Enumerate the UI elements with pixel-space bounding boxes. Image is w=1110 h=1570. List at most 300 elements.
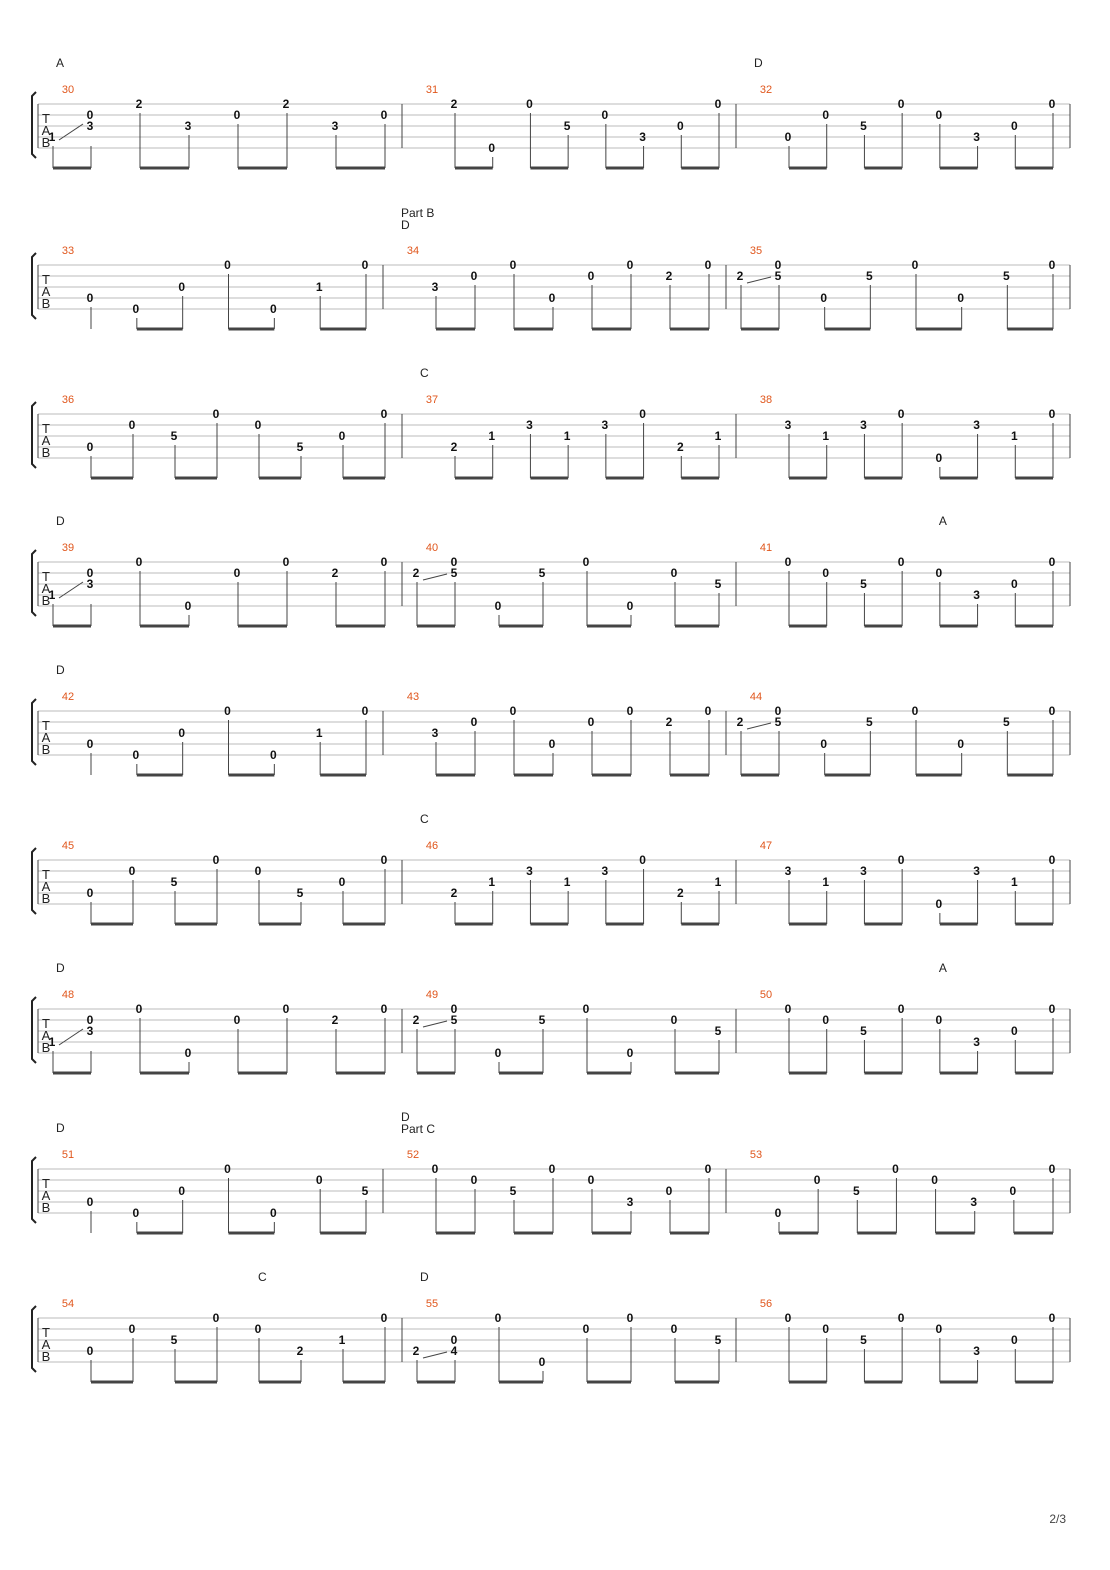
- fret-number: 0: [269, 302, 277, 316]
- fret-number: 0: [380, 853, 388, 867]
- fret-number: 2: [450, 440, 458, 454]
- measure-number: 55: [425, 1298, 439, 1310]
- fret-number: 0: [626, 704, 634, 718]
- fret-number: 1: [48, 588, 56, 602]
- tab-clef-letter: T: [42, 421, 50, 436]
- section-label: Part C: [401, 1122, 436, 1136]
- system-bracket: [32, 848, 36, 914]
- measure-number: 50: [759, 989, 773, 1001]
- measure-number: 51: [61, 1149, 75, 1161]
- measure-number: 45: [61, 840, 75, 852]
- fret-number: 0: [704, 258, 712, 272]
- fret-number: 0: [935, 1322, 943, 1336]
- fret-number: 0: [897, 853, 905, 867]
- tab-clef-letter: B: [41, 445, 51, 460]
- fret-number: 1: [822, 429, 830, 443]
- fret-number: 0: [431, 1162, 439, 1176]
- chord-label: D: [56, 514, 65, 528]
- tab-clef-letter: B: [41, 1200, 51, 1215]
- fret-number: 2: [412, 1344, 420, 1358]
- fret-number: 5: [865, 715, 873, 729]
- fret-number: 0: [548, 737, 556, 751]
- fret-number: 0: [582, 555, 590, 569]
- measure-number: 49: [425, 989, 439, 1001]
- tab-clef-letter: T: [42, 111, 50, 126]
- tab-clef-letter: B: [41, 135, 51, 150]
- tab-clef-letter: A: [41, 581, 51, 596]
- fret-number: 0: [822, 108, 830, 122]
- fret-number: 3: [973, 418, 980, 432]
- fret-number: 0: [1048, 258, 1056, 272]
- fret-number: 0: [784, 1311, 792, 1325]
- fret-number: 0: [233, 1013, 241, 1027]
- fret-number: 1: [563, 429, 571, 443]
- fret-number: 0: [315, 1173, 323, 1187]
- tab-clef-letter: A: [41, 433, 51, 448]
- fret-number: 2: [665, 269, 673, 283]
- tab-clef-letter: B: [41, 891, 51, 906]
- fret-number: 0: [774, 258, 782, 272]
- fret-number: 0: [1048, 555, 1056, 569]
- chord-label: C: [258, 1270, 267, 1284]
- fret-number: 5: [361, 1184, 369, 1198]
- fret-number: 0: [224, 1162, 231, 1176]
- fret-number: 0: [86, 1013, 94, 1027]
- fret-number: 5: [860, 119, 867, 133]
- fret-number: 3: [431, 726, 439, 740]
- fret-number: 0: [1048, 704, 1056, 718]
- fret-number: 0: [1048, 97, 1056, 111]
- fret-number: 2: [676, 440, 684, 454]
- fret-number: 0: [626, 258, 634, 272]
- fret-number: 5: [450, 566, 458, 580]
- tab-clef-letter: A: [41, 1337, 51, 1352]
- fret-number: 0: [178, 1184, 186, 1198]
- fret-number: 0: [494, 1046, 502, 1060]
- fret-number: 0: [1010, 119, 1018, 133]
- fret-number: 0: [1010, 577, 1018, 591]
- fret-number: 0: [509, 258, 517, 272]
- fret-number: 0: [1048, 853, 1056, 867]
- fret-number: 0: [184, 1046, 192, 1060]
- system-bracket: [32, 402, 36, 468]
- fret-number: 0: [128, 1322, 136, 1336]
- tab-clef-letter: A: [41, 123, 51, 138]
- system-bracket: [32, 1157, 36, 1223]
- fret-number: 0: [935, 108, 943, 122]
- fret-number: 0: [911, 704, 919, 718]
- measure-number: 46: [425, 840, 439, 852]
- chord-label: D: [401, 1110, 410, 1124]
- fret-number: 0: [128, 418, 136, 432]
- fret-number: 0: [813, 1173, 821, 1187]
- fret-number: 0: [494, 1311, 502, 1325]
- fret-number: 0: [254, 1322, 262, 1336]
- fret-number: 0: [538, 1355, 546, 1369]
- fret-number: 0: [282, 555, 290, 569]
- fret-number: 2: [412, 1013, 420, 1027]
- fret-number: 3: [973, 1035, 980, 1049]
- fret-number: 0: [135, 1002, 143, 1016]
- fret-number: 0: [254, 418, 262, 432]
- fret-number: 0: [380, 108, 388, 122]
- tab-clef-letter: T: [42, 1016, 50, 1031]
- fret-number: 0: [784, 1002, 792, 1016]
- system-bracket: [32, 997, 36, 1063]
- fret-number: 1: [1010, 875, 1018, 889]
- fret-number: 0: [774, 704, 782, 718]
- fret-number: 1: [48, 130, 56, 144]
- fret-number: 0: [233, 108, 241, 122]
- fret-number: 0: [548, 291, 556, 305]
- fret-number: 0: [935, 897, 943, 911]
- fret-number: 0: [488, 141, 496, 155]
- fret-number: 0: [822, 566, 830, 580]
- fret-number: 0: [1048, 1311, 1056, 1325]
- fret-number: 4: [450, 1344, 458, 1358]
- fret-number: 0: [587, 1173, 595, 1187]
- slide-line: [423, 1352, 447, 1358]
- measure-number: 44: [749, 691, 763, 703]
- fret-number: 2: [665, 715, 673, 729]
- system-bracket: [32, 253, 36, 319]
- fret-number: 3: [860, 864, 867, 878]
- tab-clef-letter: T: [42, 1176, 50, 1191]
- fret-number: 0: [1010, 1333, 1018, 1347]
- fret-number: 0: [212, 853, 220, 867]
- fret-number: 0: [380, 1311, 388, 1325]
- fret-number: 0: [665, 1184, 673, 1198]
- measure-number: 35: [749, 245, 763, 257]
- fret-number: 5: [538, 566, 546, 580]
- fret-number: 0: [450, 555, 458, 569]
- measure-number: 30: [61, 84, 75, 96]
- fret-number: 0: [269, 748, 277, 762]
- tab-clef-letter: T: [42, 569, 50, 584]
- tab-clef-letter: A: [41, 1028, 51, 1043]
- fret-number: 1: [315, 726, 323, 740]
- fret-number: 0: [212, 407, 220, 421]
- fret-number: 3: [431, 280, 439, 294]
- fret-number: 5: [450, 1013, 458, 1027]
- fret-number: 0: [548, 1162, 556, 1176]
- fret-number: 0: [86, 566, 94, 580]
- fret-number: 5: [170, 429, 178, 443]
- chord-label: D: [56, 1121, 65, 1135]
- measure-number: 42: [61, 691, 75, 703]
- fret-number: 0: [935, 451, 943, 465]
- fret-number: 0: [820, 737, 828, 751]
- fret-number: 3: [639, 130, 646, 144]
- fret-number: 0: [897, 1311, 905, 1325]
- fret-number: 0: [704, 704, 712, 718]
- fret-number: 2: [736, 715, 744, 729]
- fret-number: 0: [957, 737, 965, 751]
- tab-clef-letter: T: [42, 1325, 50, 1340]
- fret-number: 0: [526, 97, 533, 111]
- fret-number: 5: [860, 577, 867, 591]
- fret-number: 1: [714, 875, 722, 889]
- fret-number: 0: [935, 566, 943, 580]
- fret-number: 1: [338, 1333, 346, 1347]
- chord-label: C: [420, 812, 429, 826]
- fret-number: 0: [86, 886, 94, 900]
- fret-number: 0: [509, 704, 517, 718]
- fret-number: 0: [820, 291, 828, 305]
- fret-number: 0: [670, 1322, 678, 1336]
- fret-number: 5: [1002, 715, 1010, 729]
- fret-number: 0: [380, 555, 388, 569]
- fret-number: 0: [784, 130, 792, 144]
- fret-number: 0: [233, 566, 241, 580]
- fret-number: 0: [282, 1002, 290, 1016]
- chord-label: A: [938, 961, 947, 975]
- fret-number: 0: [470, 715, 478, 729]
- fret-number: 0: [132, 302, 140, 316]
- fret-number: 3: [784, 864, 792, 878]
- fret-number: 3: [86, 1024, 94, 1038]
- fret-number: 0: [361, 258, 369, 272]
- fret-number: 0: [212, 1311, 220, 1325]
- slide-line: [423, 574, 447, 580]
- measure-number: 37: [425, 394, 439, 406]
- fret-number: 2: [282, 97, 290, 111]
- tab-clef-letter: B: [41, 742, 51, 757]
- fret-number: 0: [897, 97, 905, 111]
- fret-number: 3: [860, 418, 867, 432]
- fret-number: 0: [774, 1206, 782, 1220]
- fret-number: 0: [380, 407, 388, 421]
- measure-number: 31: [425, 84, 439, 96]
- tab-clef-letter: T: [42, 272, 50, 287]
- fret-number: 5: [538, 1013, 546, 1027]
- system-bracket: [32, 92, 36, 158]
- fret-number: 0: [132, 748, 140, 762]
- fret-number: 0: [639, 853, 646, 867]
- chord-label: D: [56, 961, 65, 975]
- fret-number: 0: [1048, 1162, 1056, 1176]
- fret-number: 2: [676, 886, 684, 900]
- tab-clef-letter: B: [41, 593, 51, 608]
- fret-number: 0: [911, 258, 919, 272]
- fret-number: 0: [128, 864, 136, 878]
- fret-number: 0: [135, 555, 143, 569]
- fret-number: 5: [852, 1184, 860, 1198]
- fret-number: 0: [254, 864, 262, 878]
- measure-number: 47: [759, 840, 773, 852]
- fret-number: 0: [626, 1311, 634, 1325]
- tab-clef-letter: B: [41, 296, 51, 311]
- system-bracket: [32, 1306, 36, 1372]
- measure-number: 48: [61, 989, 75, 1001]
- chord-label: D: [56, 663, 65, 677]
- fret-number: 0: [714, 97, 722, 111]
- fret-number: 5: [865, 269, 873, 283]
- measure-number: 52: [406, 1149, 420, 1161]
- fret-number: 0: [1009, 1184, 1017, 1198]
- fret-number: 0: [670, 566, 678, 580]
- fret-number: 3: [86, 119, 94, 133]
- fret-number: 0: [670, 1013, 678, 1027]
- tab-clef-letter: B: [41, 1349, 51, 1364]
- fret-number: 0: [784, 555, 792, 569]
- fret-number: 0: [184, 599, 192, 613]
- fret-number: 0: [897, 1002, 905, 1016]
- chord-label: C: [420, 366, 429, 380]
- measure-number: 38: [759, 394, 773, 406]
- fret-number: 0: [626, 599, 634, 613]
- fret-number: 0: [1010, 1024, 1018, 1038]
- fret-number: 1: [822, 875, 830, 889]
- fret-number: 0: [86, 1344, 94, 1358]
- fret-number: 3: [973, 130, 980, 144]
- fret-number: 3: [526, 418, 533, 432]
- fret-number: 3: [970, 1195, 978, 1209]
- fret-number: 3: [601, 418, 609, 432]
- fret-number: 5: [860, 1024, 867, 1038]
- fret-number: 0: [338, 875, 346, 889]
- fret-number: 0: [822, 1013, 830, 1027]
- fret-number: 1: [714, 429, 722, 443]
- fret-number: 0: [380, 1002, 388, 1016]
- fret-number: 2: [736, 269, 744, 283]
- measure-number: 53: [749, 1149, 763, 1161]
- tab-clef-letter: A: [41, 730, 51, 745]
- measure-number: 36: [61, 394, 75, 406]
- fret-number: 0: [450, 1333, 458, 1347]
- fret-number: 0: [582, 1002, 590, 1016]
- tab-clef-letter: T: [42, 867, 50, 882]
- fret-number: 2: [135, 97, 143, 111]
- fret-number: 0: [470, 269, 478, 283]
- fret-number: 5: [509, 1184, 517, 1198]
- fret-number: 3: [526, 864, 533, 878]
- fret-number: 5: [774, 715, 782, 729]
- fret-number: 5: [296, 440, 304, 454]
- fret-number: 2: [296, 1344, 304, 1358]
- fret-number: 0: [639, 407, 646, 421]
- chord-label: A: [56, 56, 65, 70]
- tab-clef-letter: A: [41, 1188, 51, 1203]
- fret-number: 1: [1010, 429, 1018, 443]
- fret-number: 0: [822, 1322, 830, 1336]
- fret-number: 2: [450, 97, 458, 111]
- measure-number: 41: [759, 542, 773, 554]
- fret-number: 0: [587, 715, 595, 729]
- fret-number: 2: [450, 886, 458, 900]
- measure-number: 56: [759, 1298, 773, 1310]
- fret-number: 5: [714, 1333, 722, 1347]
- measure-number: 32: [759, 84, 773, 96]
- system-bracket: [32, 699, 36, 765]
- fret-number: 0: [86, 291, 94, 305]
- tab-clef-letter: T: [42, 718, 50, 733]
- fret-number: 3: [331, 119, 339, 133]
- fret-number: 3: [973, 864, 980, 878]
- fret-number: 0: [338, 429, 346, 443]
- tab-clef-letter: A: [41, 879, 51, 894]
- fret-number: 1: [488, 429, 496, 443]
- chord-label: A: [938, 514, 947, 528]
- fret-number: 3: [784, 418, 792, 432]
- fret-number: 0: [224, 258, 231, 272]
- fret-number: 3: [973, 1344, 980, 1358]
- fret-number: 0: [86, 440, 94, 454]
- system-bracket: [32, 550, 36, 616]
- chord-label: D: [754, 56, 763, 70]
- fret-number: 5: [714, 1024, 722, 1038]
- fret-number: 1: [48, 1035, 56, 1049]
- fret-number: 0: [450, 1002, 458, 1016]
- fret-number: 0: [86, 1195, 94, 1209]
- fret-number: 1: [315, 280, 323, 294]
- fret-number: 5: [714, 577, 722, 591]
- fret-number: 0: [704, 1162, 712, 1176]
- fret-number: 0: [931, 1173, 938, 1187]
- fret-number: 0: [935, 1013, 943, 1027]
- fret-number: 0: [582, 1322, 590, 1336]
- fret-number: 0: [601, 108, 609, 122]
- fret-number: 5: [296, 886, 304, 900]
- page-number: 2/3: [1049, 1512, 1066, 1526]
- fret-number: 3: [973, 588, 980, 602]
- fret-number: 0: [892, 1162, 899, 1176]
- measure-number: 34: [406, 245, 420, 257]
- fret-number: 0: [494, 599, 502, 613]
- fret-number: 2: [412, 566, 420, 580]
- measure-number: 33: [61, 245, 75, 257]
- fret-number: 3: [86, 577, 94, 591]
- fret-number: 0: [957, 291, 965, 305]
- fret-number: 3: [184, 119, 192, 133]
- fret-number: 0: [269, 1206, 277, 1220]
- fret-number: 5: [563, 119, 571, 133]
- fret-number: 0: [1048, 1002, 1056, 1016]
- fret-number: 0: [676, 119, 684, 133]
- fret-number: 3: [601, 864, 609, 878]
- slide-line: [747, 723, 771, 729]
- slide-line: [747, 277, 771, 283]
- fret-number: 5: [170, 1333, 178, 1347]
- fret-number: 0: [1048, 407, 1056, 421]
- fret-number: 1: [488, 875, 496, 889]
- tab-clef-letter: A: [41, 284, 51, 299]
- chord-label: D: [420, 1270, 429, 1284]
- fret-number: 5: [860, 1333, 867, 1347]
- fret-number: 3: [626, 1195, 634, 1209]
- fret-number: 2: [331, 566, 339, 580]
- chord-label: D: [401, 218, 410, 232]
- fret-number: 2: [331, 1013, 339, 1027]
- fret-number: 0: [897, 407, 905, 421]
- measure-number: 54: [61, 1298, 75, 1310]
- measure-number: 40: [425, 542, 439, 554]
- fret-number: 0: [470, 1173, 478, 1187]
- section-label: Part B: [401, 206, 435, 220]
- fret-number: 0: [587, 269, 595, 283]
- fret-number: 5: [170, 875, 178, 889]
- fret-number: 1: [563, 875, 571, 889]
- fret-number: 0: [132, 1206, 140, 1220]
- fret-number: 5: [774, 269, 782, 283]
- tab-clef-letter: B: [41, 1040, 51, 1055]
- fret-number: 5: [1002, 269, 1010, 283]
- fret-number: 0: [224, 704, 231, 718]
- fret-number: 0: [178, 726, 186, 740]
- fret-number: 0: [86, 108, 94, 122]
- measure-number: 39: [61, 542, 75, 554]
- measure-number: 43: [406, 691, 420, 703]
